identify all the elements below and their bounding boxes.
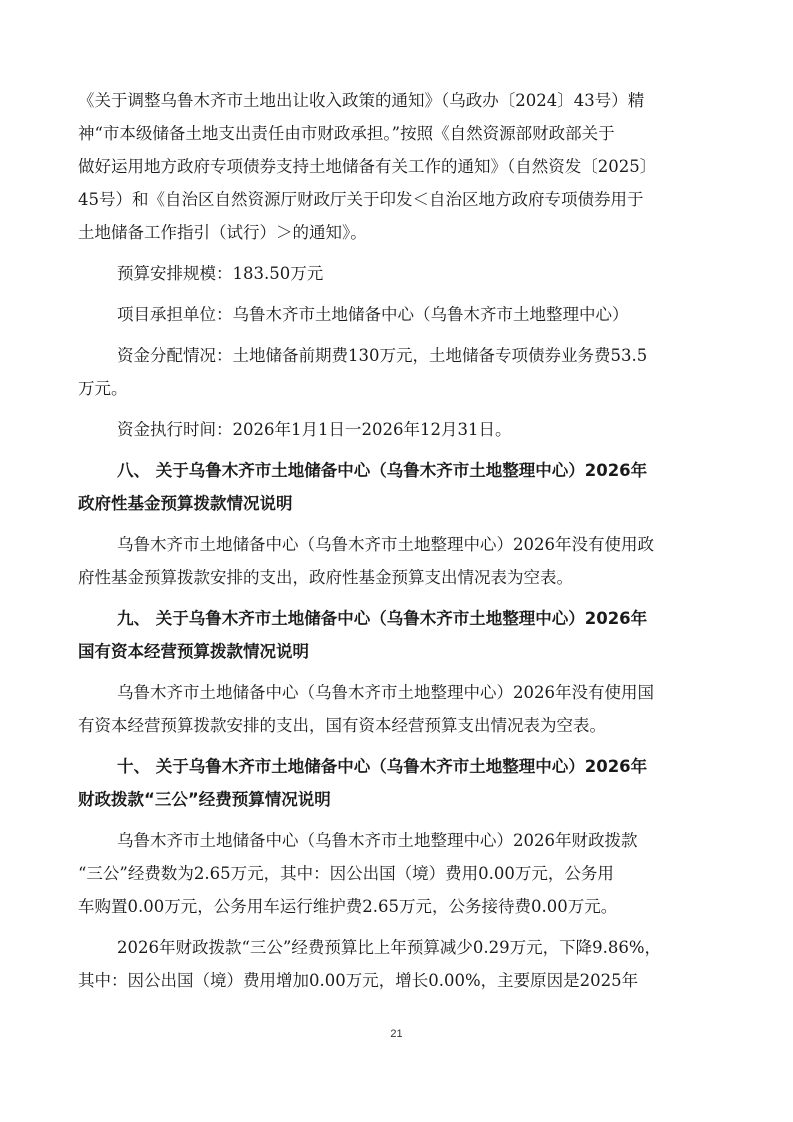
section-8-body-line-1: 乌鲁木齐市土地储备中心（乌鲁木齐市土地整理中心）2026年没有使用政 [117,535,654,554]
section-10-body2-line-2: 其中：因公出国（境）费用增加0.00万元，增长0.00%，主要原因是2025年 [78,971,639,990]
section-10-body1-line-1: 乌鲁木齐市土地储备中心（乌鲁木齐市土地整理中心）2026年财政拨款 [117,831,638,850]
section-10-heading-line-2: 财政拨款“三公”经费预算情况说明 [78,790,331,809]
section-9-heading-line-1: 九、 关于乌鲁木齐市土地储备中心（乌鲁木齐市土地整理中心）2026年 [117,609,648,628]
section-10-body2-line-1: 2026年财政拨款“三公”经费预算比上年预算减少0.29万元，下降9.86%， [117,938,662,957]
fund-allocation-line-2: 万元。 [78,379,128,398]
section-10-heading-line-1: 十、 关于乌鲁木齐市土地储备中心（乌鲁木齐市土地整理中心）2026年 [117,757,648,776]
policy-basis-line-1: 《关于调整乌鲁木齐市土地出让收入政策的通知》（乌政办〔2024〕43号）精 [78,91,645,110]
section-10-body1-line-2: “三公”经费数为2.65万元，其中：因公出国（境）费用0.00万元，公务用 [78,864,614,883]
page-number: 21 [390,1028,403,1040]
policy-basis-line-3: 做好运用地方政府专项债券支持土地储备有关工作的通知》（自然资发〔2025〕 [78,157,657,176]
fund-allocation-line-1: 资金分配情况：土地储备前期费130万元，土地储备专项债券业务费53.5 [117,346,648,365]
policy-basis-line-5: 土地储备工作指引（试行）＞的通知》。 [78,223,367,242]
policy-basis-line-4: 45号）和《自治区自然资源厅财政厅关于印发＜自治区地方政府专项债券用于 [78,190,644,209]
section-9-heading-line-2: 国有资本经营预算拨款情况说明 [78,642,309,661]
budget-scale: 预算安排规模：183.50万元 [117,264,324,283]
section-8-body-line-2: 府性基金预算拨款安排的支出，政府性基金预算支出情况表为空表。 [78,568,573,587]
undertaking-unit: 项目承担单位：乌鲁木齐市土地储备中心（乌鲁木齐市土地整理中心） [117,305,629,324]
section-9-body-line-2: 有资本经营预算拨款安排的支出，国有资本经营预算支出情况表为空表。 [78,716,606,735]
section-10-body1-line-3: 车购置0.00万元，公务用车运行维护费2.65万元，公务接待费0.00万元。 [78,897,618,916]
section-8-heading-line-2: 政府性基金预算拨款情况说明 [78,494,293,513]
policy-basis-line-2: 神“市本级储备土地支出责任由市财政承担。”按照《自然资源部财政部关于 [78,124,615,143]
execution-time: 资金执行时间：2026年1月1日一2026年12月31日。 [117,420,512,439]
section-9-body-line-1: 乌鲁木齐市土地储备中心（乌鲁木齐市土地整理中心）2026年没有使用国 [117,683,654,702]
section-8-heading-line-1: 八、 关于乌鲁木齐市土地储备中心（乌鲁木齐市土地整理中心）2026年 [117,461,648,480]
